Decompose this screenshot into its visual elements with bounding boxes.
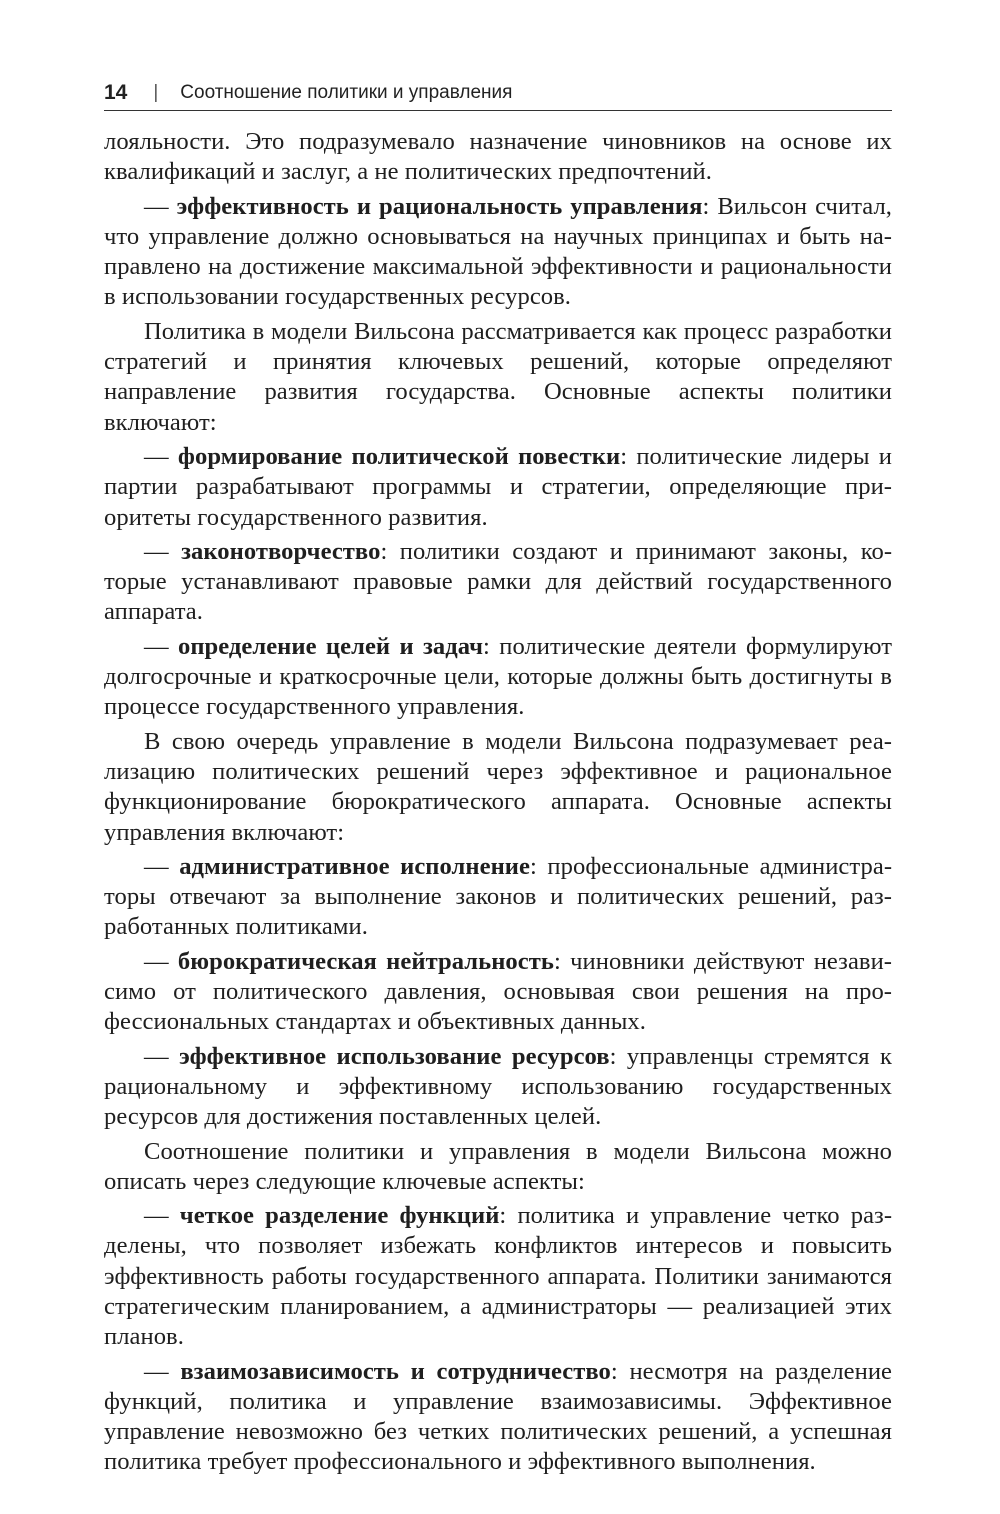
header-separator: | — [153, 82, 159, 103]
running-head — [104, 78, 892, 108]
paragraph-7: В свою очередь управление в модели Вильсона подразумевает реализацию политических решений через эффективное и рациональное функционирование бюрократического аппарата. Основные аспекты управления включают: — [104, 727, 892, 846]
term-bold: административное исполнение — [179, 852, 530, 880]
term-bold: бюрократическая нейтральность — [177, 947, 554, 975]
paragraph-13: — взаимозависимость и сотрудничество: несмотря на разделение функций, политика и управление взаимозависимы. Эффективное управление невозможно без четких политических решений, а успешная политика требует профессионального и эффективного выполнения. — [104, 1357, 892, 1476]
running-title: Соотношение политики и управления — [180, 82, 513, 103]
paragraph-9: — бюрократическая нейтральность: чиновники действуют независимо от политического давления, основывая свои решения на профессиональных стандартах и объективных данных. — [104, 947, 892, 1036]
term-bold: формирование политической повестки — [177, 442, 621, 470]
term-bold: четкое разделение функций — [179, 1202, 500, 1230]
paragraph-5: — законотворчество: политики создают и принимают законы, которые устанавливают правовые рамки для действий государственного аппарата. — [104, 537, 893, 626]
term-bold: взаимозависимость и сотрудничество — [180, 1357, 611, 1385]
term-bold: эффективность и рациональность управления — [176, 192, 703, 220]
paragraph-8: — административное исполнение: профессиональные администраторы отвечают за выполнение законов и политических решений, разработанных политиками. — [104, 852, 893, 941]
page-number: 14 — [104, 81, 128, 104]
paragraph-11: Соотношение политики и управления в модели Вильсона можно описать через следующие ключевые аспекты: — [104, 1137, 892, 1195]
paragraph-2: — эффективность и рациональность управления: Вильсон считал, что управление должно основываться на научных принципах и быть направлено на достижение максимальной эффективности и рациональности в использовании государственных ресурсов. — [104, 192, 892, 311]
paragraph-4: — формирование политической повестки: политические лидеры и партии разрабатывают программы и стратегии, определяющие приоритеты государственного развития. — [104, 442, 893, 531]
paragraph-1: лояльности. Это подразумевало назначение чиновников на основе их квалификаций и заслуг, а не политических предпочтений. — [104, 128, 892, 186]
paragraph-6: — определение целей и задач: политические деятели формулируют долгосрочные и краткосрочные цели, которые должны быть достигнуты в процессе государственного управления. — [104, 632, 892, 721]
term-bold: эффективное использование ресурсов — [179, 1042, 610, 1070]
paragraph-12: — четкое разделение функций: политика и управление четко разделены, что позволяет избежать конфликтов интересов и повысить эффективность работы государственного аппарата. Политики занимаются стратегическим планированием, а администраторы — реализацией этих планов. — [104, 1202, 893, 1351]
term-bold: законотворчество — [181, 537, 381, 565]
body-text — [104, 127, 892, 1482]
paragraph-10: — эффективное использование ресурсов: управленцы стремятся к рациональному и эффективному использованию государственных ресурсов для достижения поставленных целей. — [104, 1042, 893, 1131]
term-bold: определение целей и задач — [177, 632, 484, 660]
paragraph-3: Политика в модели Вильсона рассматривается как процесс разработки стратегий и принятия ключевых решений, которые определяют направление развития государства. Основные аспекты политики включают: — [104, 317, 892, 436]
header-rule — [104, 110, 892, 111]
